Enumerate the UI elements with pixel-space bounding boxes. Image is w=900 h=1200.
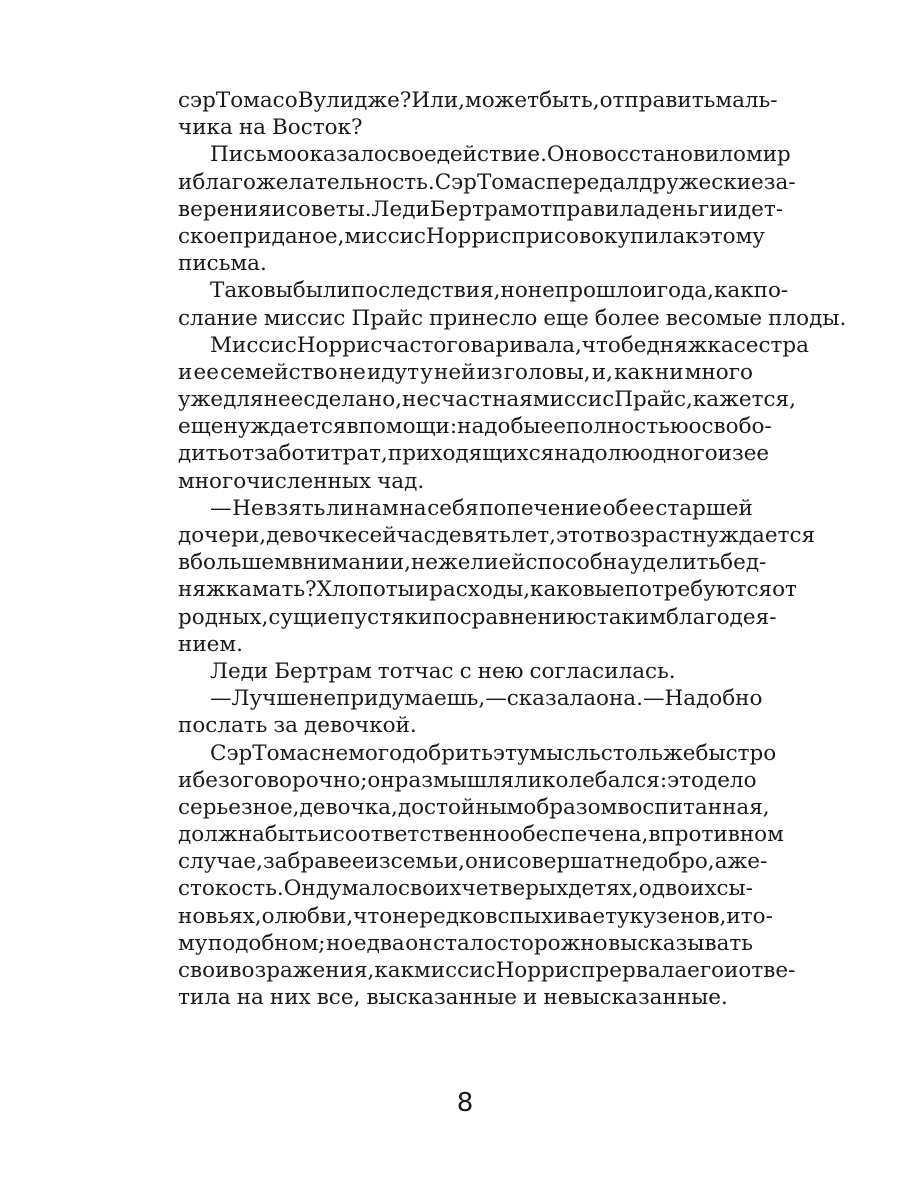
text-line: еще нуждается в помощи: надо бы ее полностью освобо- bbox=[178, 414, 772, 440]
text-line: письма. bbox=[178, 251, 267, 277]
text-line: слание миссис Прайс принесло еще более весомые плоды. bbox=[178, 305, 847, 331]
text-line: многочисленных чад. bbox=[178, 468, 425, 494]
text-line: Таковы были последствия, но не прошло и года, как по- bbox=[210, 278, 789, 304]
text-line: Сэр Томас не мог одобрить эту мысль столь же быстро bbox=[210, 740, 777, 766]
text-line: дить от забот и трат, приходящихся на долю одного из ее bbox=[178, 441, 770, 467]
text-line: родных, сущие пустяки по сравнению с таким благодея- bbox=[178, 604, 777, 630]
text-line: дочери, девочке сейчас девять лет, этот возраст нуждается bbox=[178, 523, 816, 548]
text-line: няжка мать? Хлопоты и расходы, каковые потребуются от bbox=[178, 577, 797, 603]
text-line: уже для нее сделано, несчастная миссис Прайс, кажется, bbox=[178, 387, 796, 413]
text-line: случае, забрав ее из семьи, они совершат не добро, а же- bbox=[178, 849, 768, 875]
page-number: 8 bbox=[456, 1088, 474, 1118]
text-line: в большем внимании, нежели ей способна уделить бед- bbox=[178, 550, 767, 576]
body-text bbox=[178, 87, 847, 1011]
text-line: послать за девочкой. bbox=[178, 713, 417, 739]
text-line: Миссис Норрис часто говаривала, что бедняжка сестра bbox=[210, 332, 809, 358]
text-line: — Не взять ли нам на себя попечение об ее старшей bbox=[210, 495, 753, 521]
text-line: и безоговорочно; он размышлял и колебался: это дело bbox=[178, 767, 757, 793]
text-line: верения и советы. Леди Бертрам отправила деньги и дет- bbox=[178, 196, 784, 222]
text-line: новьях, о любви, что нередко вспыхивает у кузенов, и то- bbox=[178, 903, 773, 929]
text-line: серьезное, девочка, достойным образом воспитанная, bbox=[178, 794, 770, 820]
text-line: Леди Бертрам тотчас с нею согласилась. bbox=[210, 658, 676, 684]
text-line: му подобном; но едва он стал осторожно высказывать bbox=[178, 930, 753, 956]
text-line: нием. bbox=[178, 631, 243, 657]
text-line: и благожелательность. Сэр Томас передал дружеские за- bbox=[178, 169, 796, 195]
text-line: сэр Томас о Вулидже? Или, может быть, отправить маль- bbox=[178, 88, 778, 113]
text-line: тила на них все, высказанные и невысказанные. bbox=[178, 985, 728, 1011]
text-line: должна быть и соответственно обеспечена, в противном bbox=[178, 822, 784, 848]
text-line: и ее семейство не идут у ней из головы, и, как ни много bbox=[178, 359, 753, 385]
text-line: Письмо оказало свое действие. Оно восстановило мир bbox=[210, 142, 791, 168]
text-line: стокость. Он думал о своих четверых детях, о двоих сы- bbox=[178, 876, 753, 902]
text-line: — Лучше не придумаешь, — сказала она. — Надобно bbox=[210, 686, 763, 712]
text-line: ское приданое, миссис Норрис присовокупила к этому bbox=[178, 223, 765, 249]
text-line: чика на Восток? bbox=[178, 115, 363, 141]
text-line: свои возражения, как миссис Норрис прервала его и отве- bbox=[178, 958, 796, 983]
